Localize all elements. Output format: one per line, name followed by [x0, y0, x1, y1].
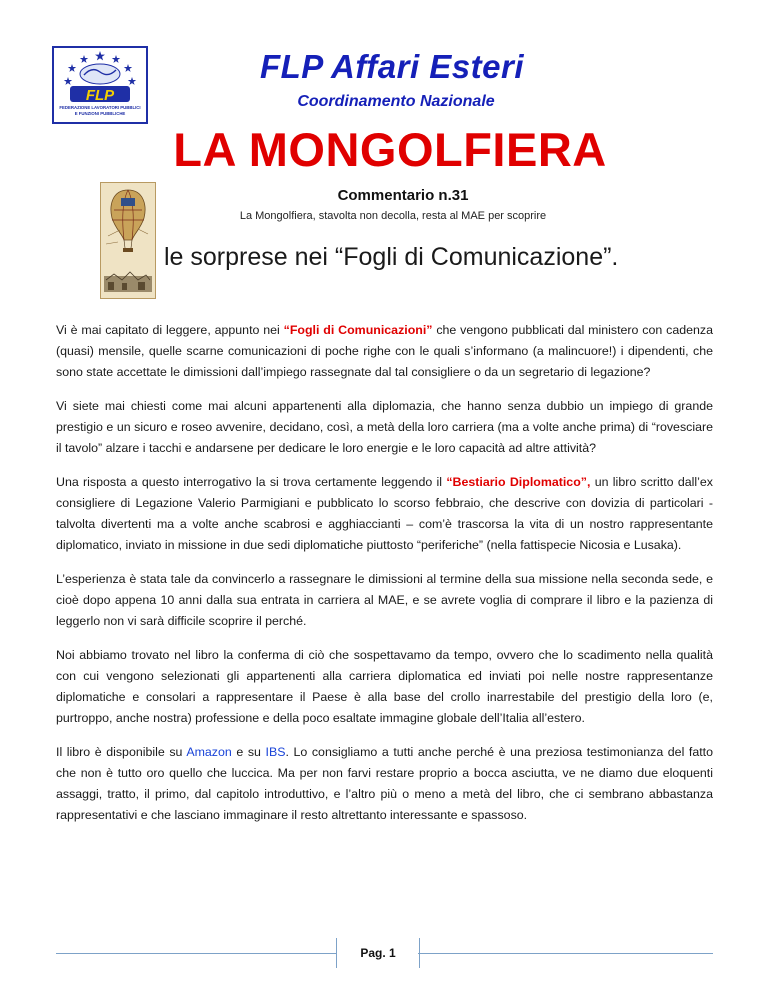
paragraph-4: L’esperienza è stata tale da convincerlo a rassegnare le dimissioni al termine della sua missione nella seconda sede, e cioè dopo appena 10 anni dalla sua entrata in carriera al MAE, e se avrete voglia di comprare il libro e la pazienza di leggerlo non vi sarà difficile scoprire il perché. — [56, 572, 713, 628]
footer-rule-right — [418, 953, 713, 954]
headline: le sorprese nei “Fogli di Comunicazione”. — [164, 243, 619, 271]
bestiario-highlight: “Bestiario Diplomatico”, — [446, 475, 591, 489]
amazon-link[interactable]: Amazon — [186, 745, 232, 759]
logo-text: FLP — [85, 87, 115, 104]
org-subtitle: Coordinamento Nazionale — [297, 93, 495, 110]
p6-text-mid: e su — [231, 745, 266, 759]
paragraph-2: Vi siete mai chiesti come mai alcuni appartenenti alla diplomazia, che hanno senza dubbio un impiego di grande prestigio e un sicuro e roseo avvenire, decidano, così, a metà della loro carriera (ma a volte anche prima) di “rovesciare il tavolo” alzare i tacchi e andarsene per dedicare le loro energie e le loro capacità ad altre attività? — [56, 399, 713, 455]
paragraph-6 — [56, 742, 713, 826]
p3-text-start: Una risposta a questo interrogativo la si trova certamente leggendo il — [56, 475, 447, 489]
article-body — [56, 320, 713, 839]
commentary-number: Commentario n.31 — [337, 187, 469, 204]
paragraph-1 — [56, 320, 713, 383]
paragraph-5: Noi abbiamo trovato nel libro la conferma di ciò che sospettavamo da tempo, ovvero che lo scadimento nella qualità con cui vengono selezionati gli appartenenti alla carriera diplomatica ed inviati poi nelle nostre rappresentanze diplomatiche e consolari a rappresentare il Paese è alla base del crollo inarrestabile del prestigio della loro (e, purtroppo, anche nostra) professione e della poco esaltate immagine globale dell’Italia all’estero. — [56, 648, 713, 725]
p6-text-end: . Lo consigliamo a tutti anche perché è una preziosa testimonianza del fatto che non è tutto oro quello che luccica. Ma per non farvi restare proprio a bocca asciutta, ve ne diamo due eloquenti assaggi, tratto, il primo, dal capitolo introduttivo, e l’altro più o meno a metà del libro, che ci sembrano abbastanza rappresentativi e che lasciano immaginare il resto altrettanto interessante e spassoso. — [56, 745, 714, 822]
paragraph-3 — [56, 472, 713, 556]
page-number: Pag. 1 — [336, 938, 420, 968]
p6-text-start: Il libro è disponibile su — [56, 745, 187, 759]
fogli-highlight: “Fogli di Comunicazioni” — [283, 323, 433, 337]
lead-line: La Mongolfiera, stavolta non decolla, resta al MAE per scoprire — [239, 210, 547, 222]
logo-caption-line1: FEDERAZIONE LAVORATORI PUBBLICI — [59, 105, 141, 110]
masthead-title: LA MONGOLFIERA — [173, 123, 607, 176]
ibs-link[interactable]: IBS — [265, 745, 286, 759]
p1-text-end: che vengono pubblicati dal ministero con cadenza (quasi) mensile, quelle scarne comunicazioni di poche righe con le quali s’informano (a malincuore!) i dipendenti, che sono state accettate le dimissioni dall’impiego rassegnate dal tal consigliere o da un segretario di legazione? — [56, 323, 713, 379]
p3-text-end: un libro scritto dall’ex consigliere di Legazione Valerio Parmigiani e pubblicato lo scorso febbraio, che descrive con dovizia di particolari - talvolta divertenti ma a volte anche scabrosi e agghiaccianti – com’è trascorsa la vita di un nostro rappresentante diplomatico, inviato in missione in due sedi diplomatiche piuttosto “periferiche” (nella fattispecie Nicosia e Lusaka). — [56, 475, 713, 552]
org-title: FLP Affari Esteri — [259, 48, 524, 85]
logo-caption-line2: E FUNZIONI PUBBLICHE — [74, 111, 126, 116]
footer-rule-left — [56, 953, 336, 954]
p1-text-start: Vi è mai capitato di leggere, appunto nei — [56, 323, 284, 337]
